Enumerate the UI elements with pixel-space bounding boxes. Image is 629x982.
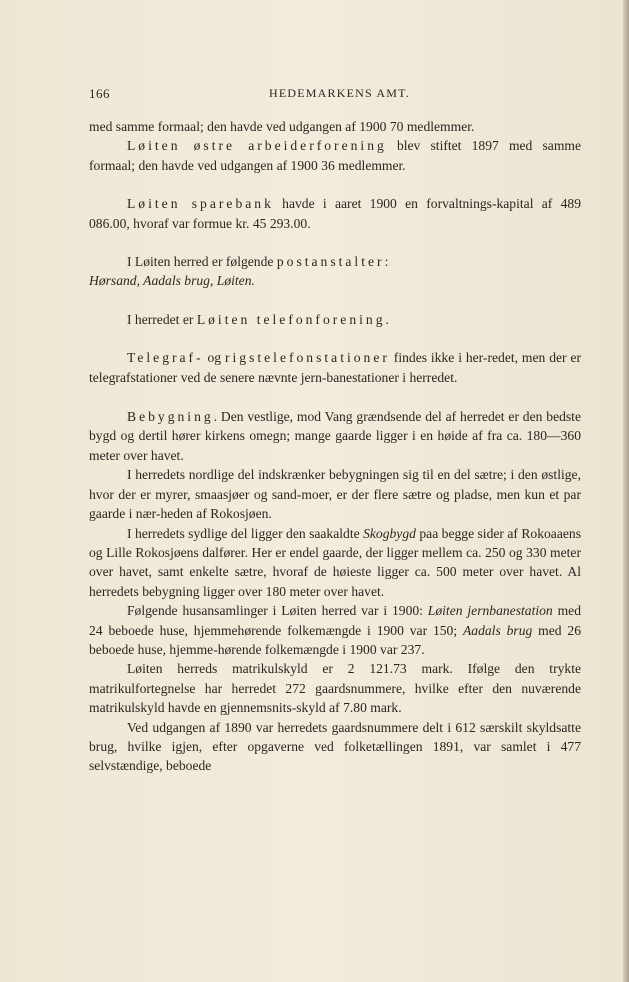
spaced-term: Bebygning <box>127 409 214 425</box>
paragraph-4-colon: : <box>384 254 389 270</box>
spaced-term: Løiten telefonforening <box>196 311 386 327</box>
running-title: HEDEMARKENS AMT. <box>269 86 410 100</box>
paragraph-7-text: . Den vestlige, mod Vang grændsende del af herredet er den bedste bygd og dertil hører kirkens omegn; mange gaarde ligger i en høide af fra ca. 180—360 meter over havet. <box>89 409 581 463</box>
paragraph-7 <box>89 407 581 465</box>
page-edge-shadow <box>623 0 629 982</box>
paragraph-10-rest: med 26 beboede huse, hjemme-hørende folkemængde i 1900 var 237. <box>89 622 582 657</box>
paragraph-12-text: Ved udgangen af 1890 var herredets gaardsnummere delt i 612 særskilt skyldsatte brug, hvilke igjen, efter opgaverne ved folketællingen 1891, var samlet i 477 selvstændige, beboede <box>89 719 581 774</box>
page-body <box>89 117 581 776</box>
italic-term: Aadals brug <box>462 622 533 638</box>
paragraph-6-text: findes ikke i her-redet, men der er telegrafstationer ved de senere nævnte jern-banestationer i herredet. <box>89 350 581 385</box>
page-number: 166 <box>89 86 110 101</box>
paragraph-5-period: . <box>385 311 389 327</box>
paragraph-4 <box>89 252 581 291</box>
paragraph-10 <box>89 601 581 659</box>
paragraph-1-text: med samme formaal; den havde ved udgangen af 1900 70 medlemmer. <box>89 119 475 134</box>
paragraph-9 <box>89 524 581 602</box>
italic-term: Skogbygd <box>363 525 416 541</box>
paragraph-2 <box>89 136 581 175</box>
italic-term: Løiten jernbanestation <box>427 603 553 619</box>
post-office-list: Hørsand, Aadals brug, Løiten. <box>89 273 255 289</box>
spaced-term: Løiten sparebank <box>127 196 274 212</box>
paragraph-3 <box>89 194 581 233</box>
spaced-term: postanstalter <box>276 254 385 270</box>
paragraph-11-text: Løiten herreds matrikulskyld er 2 121.73 mark. Ifølge den trykte matrikulfortegnelse har herredet 272 gaardsnummere, hvilke efter den nuværende matrikulskyld havde en gjennemsnits-skyld af 7.80 mark. <box>89 661 581 716</box>
paragraph-5 <box>89 310 581 329</box>
paragraph-12 <box>89 718 581 776</box>
spaced-term: rigstelefonstationer <box>224 350 390 366</box>
spaced-term: Telegraf- <box>127 350 204 366</box>
paragraph-8-text: I herredets nordlige del indskrænker bebygningen sig til en del sætre; i den østlige, hvor der er myrer, smaasjøer og sand-moer, er der flere sætre og pladse, men kun et par gaarde i nær-heden af Rokosjøen. <box>89 467 581 522</box>
paragraph-5-text: I herredet er <box>127 311 197 327</box>
paragraph-8 <box>89 465 581 523</box>
paragraph-10-mid: med 24 beboede huse, hjemmehørende folkemængde i 1900 var 150; <box>89 603 581 638</box>
paragraph-1 <box>89 117 581 136</box>
paragraph-9-text: I herredets sydlige del ligger den saakaldte <box>127 525 364 541</box>
paragraph-11 <box>89 659 581 717</box>
paragraph-10-text: Følgende husansamlinger i Løiten herred var i 1900: <box>127 603 428 619</box>
paragraph-9-rest: paa begge sider af Rokoaaens og Lille Rokosjøens dalfører. Her er endel gaarde, der ligger mellem ca. 250 og 330 meter over havet, samt enkelte sætre, hvoraf de høieste ligger ca. 500 meter over havet. Al herredets bebygning ligger over 180 meter over havet. <box>89 525 581 599</box>
paragraph-3-text: havde i aaret 1900 en forvaltnings-kapital af 489 086.00, hvoraf var formue kr. 45 293.00. <box>89 196 581 231</box>
paragraph-2-text: blev stiftet 1897 med samme formaal; den havde ved udgangen af 1900 36 medlemmer. <box>89 138 581 173</box>
paragraph-6 <box>89 348 581 387</box>
running-header <box>89 86 579 106</box>
paragraph-6-and: og <box>203 350 225 366</box>
spaced-term: Løiten østre arbeiderforening <box>127 138 387 154</box>
paragraph-4-text: I Løiten herred er følgende <box>127 254 277 270</box>
